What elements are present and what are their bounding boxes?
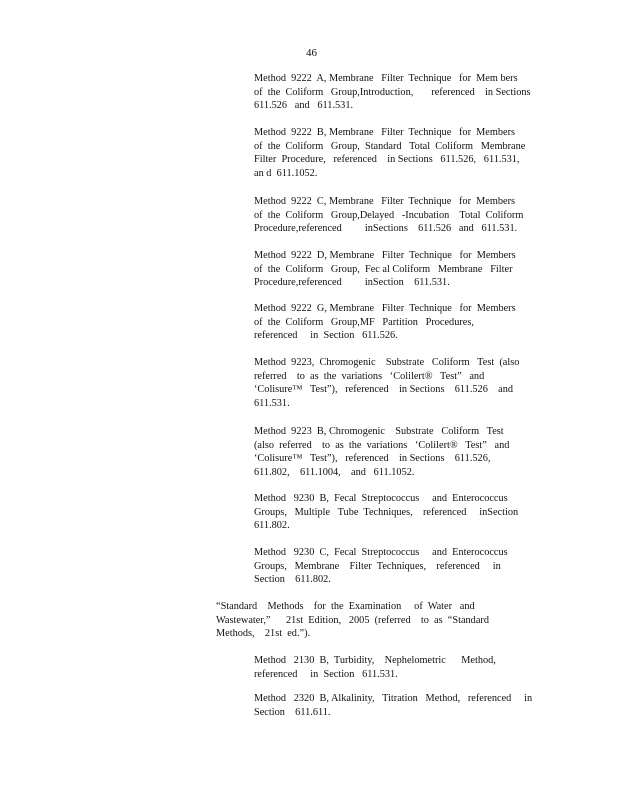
text-line: Wastewater,” 21st Edition, 2005 (referred to as “Standard xyxy=(216,614,489,626)
method-9222-a-entry xyxy=(254,72,554,113)
text-line: of the Coliform Group,MF Partition Procedures, xyxy=(254,316,474,328)
text-line: Method 9223 B, Chromogenic Substrate Coliform Test xyxy=(254,426,504,437)
text-line: of the Coliform Group, Fec al Coliform Membrane Filter xyxy=(254,263,513,275)
text-line: “Standard Methods for the Examination of Water and xyxy=(216,601,475,612)
text-line: Method 9230 C, Fecal Streptococcus and Enterococcus xyxy=(254,547,508,558)
text-line: an d 611.1052. xyxy=(254,167,318,179)
text-line: Section 611.611. xyxy=(254,706,331,718)
text-line: Method 9222 A, Membrane Filter Technique for Mem bers xyxy=(254,73,518,84)
text-line: Method 9230 B, Fecal Streptococcus and Enterococcus xyxy=(254,493,508,504)
method-9222-c-entry xyxy=(254,195,554,236)
method-9223-entry xyxy=(254,356,554,410)
text-line: Method 9222 B, Membrane Filter Technique for Members xyxy=(254,127,516,138)
text-line: Method 2130 B, Turbidity, Nephelometric Method, xyxy=(254,655,496,666)
page-number: 46 xyxy=(306,47,317,59)
text-line: 611.531. xyxy=(254,397,290,409)
text-line: (also referred to as the variations ‘Colilert® Test” and xyxy=(254,439,510,451)
text-line: 611.802. xyxy=(254,520,290,532)
text-line: Section 611.802. xyxy=(254,574,331,586)
text-line: ‘Colisure™ Test”), referenced in Sections 611.526, xyxy=(254,453,491,465)
standard-methods-21st-edition-entry xyxy=(216,600,556,641)
text-line: Groups, Membrane Filter Techniques, referenced in xyxy=(254,560,501,572)
method-2130-b-entry xyxy=(254,654,554,681)
text-line: referred to as the variations ‘Colilert® Test” and xyxy=(254,370,485,382)
method-9222-d-entry xyxy=(254,249,554,290)
text-line: of the Coliform Group, Standard Total Coliform Membrane xyxy=(254,140,526,152)
text-line: Filter Procedure, referenced in Sections 611.526, 611.531, xyxy=(254,154,520,166)
text-line: Method 9222 G, Membrane Filter Technique for Members xyxy=(254,303,516,314)
text-line: Methods, 21st ed.”). xyxy=(216,628,311,640)
text-line: Procedure,referenced inSection 611.531. xyxy=(254,277,450,289)
method-2320-b-entry xyxy=(254,692,554,719)
text-line: Method 9223, Chromogenic Substrate Coliform Test (also xyxy=(254,357,520,368)
text-line: 611.802, 611.1004, and 611.1052. xyxy=(254,466,415,478)
method-9222-g-entry xyxy=(254,302,554,343)
text-line: Groups, Multiple Tube Techniques, referenced inSection xyxy=(254,506,519,518)
method-9230-c-entry xyxy=(254,546,554,587)
text-line: Method 2320 B, Alkalinity, Titration Method, referenced in xyxy=(254,693,533,704)
text-line: Procedure,referenced inSections 611.526 and 611.531. xyxy=(254,223,518,235)
text-line: Method 9222 C, Membrane Filter Technique for Members xyxy=(254,196,516,207)
text-line: referenced in Section 611.526. xyxy=(254,330,398,342)
text-line: of the Coliform Group,Introduction, referenced in Sections xyxy=(254,86,531,98)
method-9222-b-entry xyxy=(254,126,554,180)
text-line: 611.526 and 611.531. xyxy=(254,100,354,112)
text-line: ‘Colisure™ Test”), referenced in Sections 611.526 and xyxy=(254,384,514,396)
text-line: of the Coliform Group,Delayed -Incubation Total Coliform xyxy=(254,209,524,221)
method-9230-b-entry xyxy=(254,492,554,533)
text-line: Method 9222 D, Membrane Filter Technique for Members xyxy=(254,250,516,261)
method-9223-b-entry xyxy=(254,425,554,479)
text-line: referenced in Section 611.531. xyxy=(254,668,398,680)
